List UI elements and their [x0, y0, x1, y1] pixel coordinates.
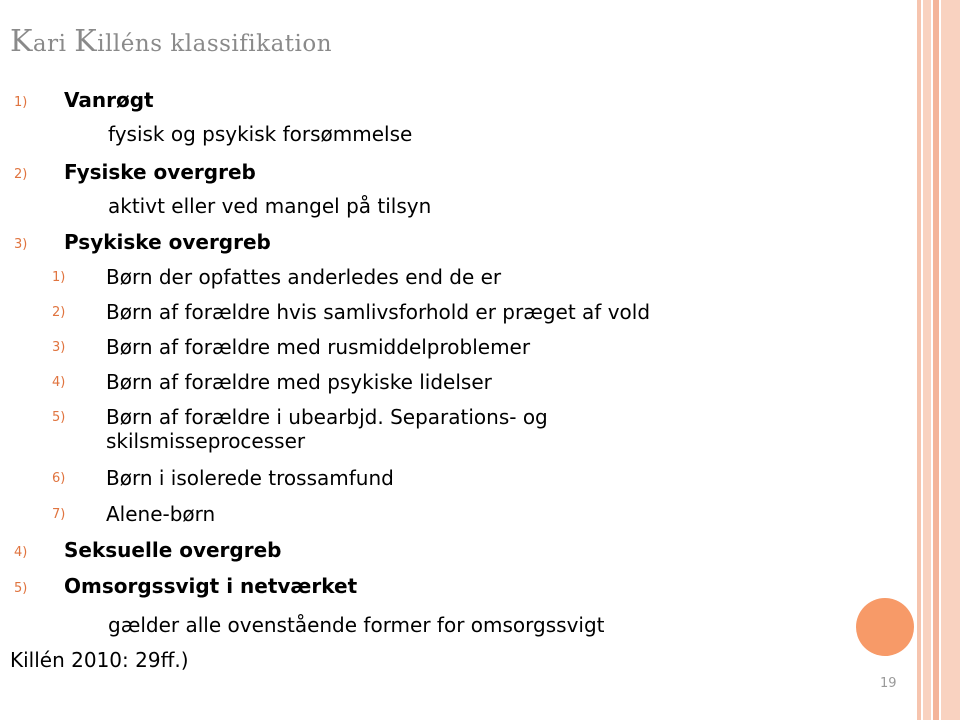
sublist-number: 2) — [52, 305, 66, 320]
list-number: 3) — [14, 237, 28, 252]
list-item-label: Omsorgssvigt i netværket — [64, 574, 358, 598]
sublist-text: Børn af forældre hvis samlivsforhold er præget af vold — [106, 300, 651, 324]
sublist-text: Alene-børn — [106, 502, 216, 526]
sublist-number: 4) — [52, 375, 66, 390]
sublist-text: Børn af forældre i ubearbjd. Separations- og — [106, 405, 548, 429]
sublist-number: 3) — [52, 340, 66, 355]
note-text: aktivt eller ved mangel på tilsyn — [108, 194, 432, 218]
title-word-killens: illéns klassifikation — [97, 31, 333, 57]
sublist-number: 1) — [52, 270, 66, 285]
note-text: gælder alle ovenstående former for omsorgssvigt — [108, 613, 605, 637]
list-item-label: Fysiske overgreb — [64, 160, 256, 184]
sublist-text: Børn af forældre med rusmiddelproblemer — [106, 335, 531, 359]
page-number: 19 — [880, 676, 897, 691]
sublist-text-continued: skilsmisseprocesser — [106, 429, 306, 453]
title-word-kari: ari — [32, 31, 75, 57]
sublist-text: Børn der opfattes anderledes end de er — [106, 265, 502, 289]
decorative-circle — [856, 598, 914, 656]
sublist-number: 7) — [52, 507, 66, 522]
title-initial-k2: K — [74, 24, 98, 59]
list-item-label: Vanrøgt — [64, 88, 154, 112]
list-number: 2) — [14, 167, 28, 182]
sublist-text: Børn af forældre med psykiske lidelser — [106, 370, 492, 394]
citation: Killén 2010: 29ff.) — [10, 648, 189, 672]
list-number: 5) — [14, 581, 28, 596]
sublist-text: Børn i isolerede trossamfund — [106, 466, 394, 490]
slide-title — [10, 22, 332, 64]
list-item-label: Seksuelle overgreb — [64, 538, 282, 562]
sublist-number: 5) — [52, 410, 66, 425]
note-text: fysisk og psykisk forsømmelse — [108, 122, 413, 146]
list-number: 4) — [14, 545, 28, 560]
sublist-number: 6) — [52, 471, 66, 486]
title-initial-k1: K — [10, 24, 33, 59]
list-item-label: Psykiske overgreb — [64, 230, 271, 254]
list-number: 1) — [14, 95, 28, 110]
decorative-side-bars — [917, 0, 960, 720]
